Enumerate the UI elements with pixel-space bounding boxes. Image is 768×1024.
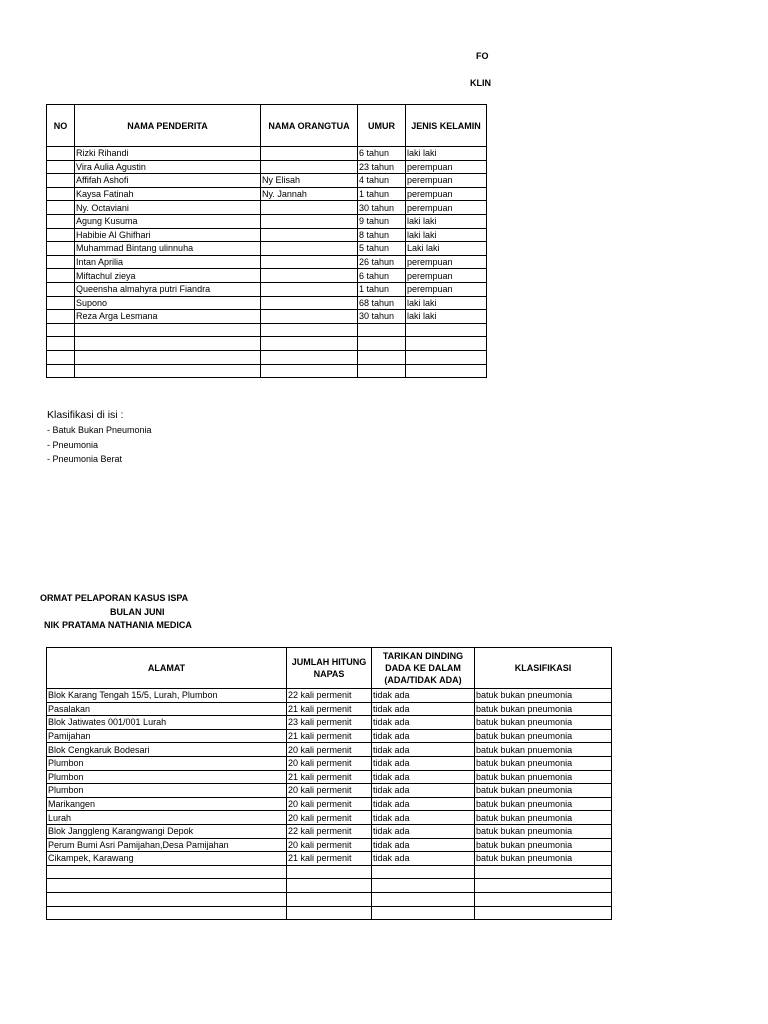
cell-klasifikasi: batuk bukan pneumonia [475, 797, 612, 811]
cell-tarikan-dinding [372, 892, 475, 906]
cell-klasifikasi [475, 906, 612, 920]
table-row [47, 906, 612, 920]
table-row [47, 323, 487, 337]
cell-jumlah-hitung-napas: 20 kali permenit [287, 784, 372, 798]
cell-jumlah-hitung-napas: 20 kali permenit [287, 797, 372, 811]
cell-jumlah-hitung-napas: 22 kali permenit [287, 689, 372, 703]
cell-no [47, 228, 75, 242]
notes-title: Klasifikasi di isi : [47, 409, 124, 421]
header-jenis-kelamin: JENIS KELAMIN [406, 105, 487, 147]
table-row [47, 879, 612, 893]
cell-jenis-kelamin: perempuan [406, 255, 487, 269]
cell-nama-orangtua [261, 228, 358, 242]
cell-klasifikasi: batuk bukan pneumonia [475, 824, 612, 838]
table-row [47, 147, 487, 161]
table-row [47, 716, 612, 730]
cell-nama-penderita: Vira Aulia Agustin [75, 160, 261, 174]
classification-notes [47, 408, 152, 467]
cell-jumlah-hitung-napas: 21 kali permenit [287, 852, 372, 866]
cell-tarikan-dinding: tidak ada [372, 756, 475, 770]
cell-nama-orangtua [261, 337, 358, 351]
cell-no [47, 323, 75, 337]
cell-umur: 1 tahun [358, 282, 406, 296]
top-title-line-1: FO [476, 51, 489, 61]
cell-umur [358, 364, 406, 378]
cell-umur: 23 tahun [358, 160, 406, 174]
cell-jumlah-hitung-napas: 20 kali permenit [287, 811, 372, 825]
cell-jumlah-hitung-napas [287, 879, 372, 893]
cell-tarikan-dinding: tidak ada [372, 716, 475, 730]
cell-jenis-kelamin: laki laki [406, 296, 487, 310]
cell-no [47, 296, 75, 310]
table-row [47, 892, 612, 906]
cell-umur: 6 tahun [358, 269, 406, 283]
cell-jumlah-hitung-napas [287, 892, 372, 906]
cell-nama-penderita: Rizki Rihandi [75, 147, 261, 161]
cell-klasifikasi: batuk bukan pneumonia [475, 756, 612, 770]
header-jumlah-hitung-napas: JUMLAH HITUNG NAPAS [287, 648, 372, 689]
cell-alamat: Plumbon [47, 784, 287, 798]
cell-alamat: Marikangen [47, 797, 287, 811]
cell-alamat: Blok Karang Tengah 15/5, Lurah, Plumbon [47, 689, 287, 703]
notes-item: - Pneumonia Berat [47, 454, 123, 464]
cell-tarikan-dinding [372, 865, 475, 879]
cell-jumlah-hitung-napas: 21 kali permenit [287, 729, 372, 743]
cell-jumlah-hitung-napas: 20 kali permenit [287, 743, 372, 757]
cell-nama-penderita: Miftachul zieya [75, 269, 261, 283]
table-row [47, 852, 612, 866]
cell-no [47, 201, 75, 215]
patient-table-header-row [47, 105, 487, 147]
cell-jenis-kelamin: perempuan [406, 269, 487, 283]
table-row [47, 702, 612, 716]
table-row [47, 282, 487, 296]
cell-klasifikasi: batuk bukan pneumonia [475, 689, 612, 703]
cell-umur: 26 tahun [358, 255, 406, 269]
cell-umur: 4 tahun [358, 174, 406, 188]
cell-alamat: Cikampek, Karawang [47, 852, 287, 866]
cell-jenis-kelamin [406, 364, 487, 378]
cell-jenis-kelamin [406, 337, 487, 351]
cell-no [47, 214, 75, 228]
table-row [47, 729, 612, 743]
cell-tarikan-dinding: tidak ada [372, 770, 475, 784]
table-row [47, 296, 487, 310]
table-row [47, 865, 612, 879]
cell-jenis-kelamin: laki laki [406, 310, 487, 324]
cell-umur: 6 tahun [358, 147, 406, 161]
report-month: BULAN JUNI [110, 607, 165, 617]
cell-jumlah-hitung-napas: 21 kali permenit [287, 770, 372, 784]
table-row [47, 242, 487, 256]
cell-nama-penderita [75, 337, 261, 351]
cell-nama-orangtua [261, 296, 358, 310]
header-umur: UMUR [358, 105, 406, 147]
cell-nama-penderita: Ny. Octaviani [75, 201, 261, 215]
cell-alamat: Blok Jatiwates 001/001 Lurah [47, 716, 287, 730]
cell-umur: 8 tahun [358, 228, 406, 242]
cell-jumlah-hitung-napas [287, 906, 372, 920]
cell-klasifikasi: batuk bukan pneumonia [475, 852, 612, 866]
cell-nama-penderita: Supono [75, 296, 261, 310]
cell-tarikan-dinding: tidak ada [372, 852, 475, 866]
cell-nama-orangtua [261, 364, 358, 378]
cell-klasifikasi: batuk bukan pnuemonia [475, 770, 612, 784]
cell-no [47, 282, 75, 296]
cell-nama-orangtua [261, 350, 358, 364]
table-row [47, 770, 612, 784]
cell-alamat: Plumbon [47, 770, 287, 784]
cell-no [47, 174, 75, 188]
cell-jenis-kelamin [406, 323, 487, 337]
cell-nama-orangtua [261, 242, 358, 256]
table-row [47, 214, 487, 228]
cell-umur: 1 tahun [358, 187, 406, 201]
cell-nama-penderita: Muhammad Bintang ulinnuha [75, 242, 261, 256]
cell-tarikan-dinding [372, 906, 475, 920]
cell-no [47, 269, 75, 283]
cell-nama-penderita: Affifah Ashofi [75, 174, 261, 188]
cell-nama-penderita: Kaysa Fatinah [75, 187, 261, 201]
cell-tarikan-dinding: tidak ada [372, 824, 475, 838]
table-row [47, 824, 612, 838]
cell-tarikan-dinding: tidak ada [372, 784, 475, 798]
notes-item: - Batuk Bukan Pneumonia [47, 425, 152, 435]
header-tarikan-dinding-dada: TARIKAN DINDING DADA KE DALAM (ADA/TIDAK ADA) [372, 648, 475, 689]
cell-nama-orangtua: Ny. Jannah [261, 187, 358, 201]
cell-nama-penderita: Reza Arga Lesmana [75, 310, 261, 324]
cell-jenis-kelamin: laki laki [406, 147, 487, 161]
cell-jenis-kelamin: Laki laki [406, 242, 487, 256]
cell-nama-penderita: Agung Kusuma [75, 214, 261, 228]
report-title: ORMAT PELAPORAN KASUS ISPA [40, 593, 189, 603]
table-row [47, 269, 487, 283]
cell-jenis-kelamin: perempuan [406, 174, 487, 188]
table-row [47, 756, 612, 770]
cell-umur: 30 tahun [358, 201, 406, 215]
cell-tarikan-dinding: tidak ada [372, 729, 475, 743]
top-title-line-2: KLIN [470, 78, 491, 88]
table-row [47, 201, 487, 215]
cell-nama-orangtua [261, 160, 358, 174]
table-row [47, 838, 612, 852]
cell-nama-orangtua [261, 282, 358, 296]
cell-jenis-kelamin: perempuan [406, 282, 487, 296]
cell-umur: 5 tahun [358, 242, 406, 256]
cell-jenis-kelamin: laki laki [406, 228, 487, 242]
cell-umur [358, 350, 406, 364]
cell-nama-orangtua [261, 214, 358, 228]
cell-umur [358, 323, 406, 337]
table-row [47, 255, 487, 269]
cell-nama-orangtua [261, 255, 358, 269]
cell-jumlah-hitung-napas [287, 865, 372, 879]
ispa-report-table [46, 647, 612, 920]
cell-umur [358, 337, 406, 351]
cell-tarikan-dinding: tidak ada [372, 743, 475, 757]
header-no: NO [47, 105, 75, 147]
cell-klasifikasi: batuk bukan pneumonia [475, 838, 612, 852]
cell-klasifikasi [475, 865, 612, 879]
cell-klasifikasi: batuk bukan pneumonia [475, 811, 612, 825]
cell-no [47, 242, 75, 256]
table-row [47, 174, 487, 188]
cell-alamat: Pasalakan [47, 702, 287, 716]
clinic-name: NIK PRATAMA NATHANIA MEDICA [44, 620, 192, 630]
table-row [47, 350, 487, 364]
ispa-table-header-row [47, 648, 612, 689]
cell-jumlah-hitung-napas: 21 kali permenit [287, 702, 372, 716]
cell-nama-penderita: Queensha almahyra putri Fiandra [75, 282, 261, 296]
cell-tarikan-dinding: tidak ada [372, 689, 475, 703]
cell-alamat [47, 906, 287, 920]
cell-no [47, 350, 75, 364]
table-row [47, 337, 487, 351]
cell-tarikan-dinding [372, 879, 475, 893]
cell-alamat [47, 892, 287, 906]
cell-umur: 30 tahun [358, 310, 406, 324]
cell-alamat: Blok Janggleng Karangwangi Depok [47, 824, 287, 838]
cell-nama-penderita [75, 364, 261, 378]
cell-nama-penderita [75, 323, 261, 337]
header-alamat: ALAMAT [47, 648, 287, 689]
cell-tarikan-dinding: tidak ada [372, 702, 475, 716]
cell-jenis-kelamin [406, 350, 487, 364]
cell-no [47, 147, 75, 161]
cell-nama-orangtua [261, 147, 358, 161]
cell-jumlah-hitung-napas: 23 kali permenit [287, 716, 372, 730]
cell-jumlah-hitung-napas: 22 kali permenit [287, 824, 372, 838]
cell-jenis-kelamin: laki laki [406, 214, 487, 228]
cell-jenis-kelamin: perempuan [406, 160, 487, 174]
cell-alamat [47, 865, 287, 879]
table-row [47, 784, 612, 798]
header-klasifikasi: KLASIFIKASI [475, 648, 612, 689]
cell-tarikan-dinding: tidak ada [372, 797, 475, 811]
cell-klasifikasi: batuk bukan pneumonia [475, 729, 612, 743]
cell-umur: 9 tahun [358, 214, 406, 228]
cell-alamat [47, 879, 287, 893]
cell-no [47, 187, 75, 201]
cell-jumlah-hitung-napas: 20 kali permenit [287, 838, 372, 852]
cell-nama-orangtua [261, 323, 358, 337]
cell-alamat: Plumbon [47, 756, 287, 770]
cell-no [47, 337, 75, 351]
table-row [47, 364, 487, 378]
table-row [47, 160, 487, 174]
notes-item: - Pneumonia [47, 439, 99, 450]
cell-klasifikasi: batuk bukan pnuemonia [475, 743, 612, 757]
table-row [47, 797, 612, 811]
cell-klasifikasi [475, 892, 612, 906]
cell-nama-orangtua [261, 269, 358, 283]
cell-nama-penderita [75, 350, 261, 364]
cell-nama-penderita: Habibie Al Ghifhari [75, 228, 261, 242]
header-nama-penderita: NAMA PENDERITA [75, 105, 261, 147]
cell-tarikan-dinding: tidak ada [372, 811, 475, 825]
cell-nama-orangtua [261, 201, 358, 215]
cell-nama-penderita: Intan Aprilia [75, 255, 261, 269]
cell-alamat: Blok Cengkaruk Bodesari [47, 743, 287, 757]
cell-klasifikasi [475, 879, 612, 893]
cell-alamat: Pamijahan [47, 729, 287, 743]
cell-alamat: Perum Bumi Asri Pamijahan,Desa Pamijahan [47, 838, 287, 852]
cell-nama-orangtua: Ny Elisah [261, 174, 358, 188]
cell-no [47, 310, 75, 324]
cell-alamat: Lurah [47, 811, 287, 825]
header-nama-orangtua: NAMA ORANGTUA [261, 105, 358, 147]
cell-no [47, 255, 75, 269]
cell-jenis-kelamin: perempuan [406, 187, 487, 201]
cell-umur: 68 tahun [358, 296, 406, 310]
cell-klasifikasi: batuk bukan pneumonia [475, 784, 612, 798]
cell-jenis-kelamin: perempuan [406, 201, 487, 215]
table-row [47, 743, 612, 757]
patient-table [46, 104, 487, 378]
table-row [47, 689, 612, 703]
table-row [47, 310, 487, 324]
table-row [47, 187, 487, 201]
cell-tarikan-dinding: tidak ada [372, 838, 475, 852]
cell-klasifikasi: batuk bukan pneumonia [475, 716, 612, 730]
table-row [47, 228, 487, 242]
cell-klasifikasi: batuk bukan pneumonia [475, 702, 612, 716]
cell-jumlah-hitung-napas: 20 kali permenit [287, 756, 372, 770]
cell-nama-orangtua [261, 310, 358, 324]
table-row [47, 811, 612, 825]
cell-no [47, 364, 75, 378]
cell-no [47, 160, 75, 174]
